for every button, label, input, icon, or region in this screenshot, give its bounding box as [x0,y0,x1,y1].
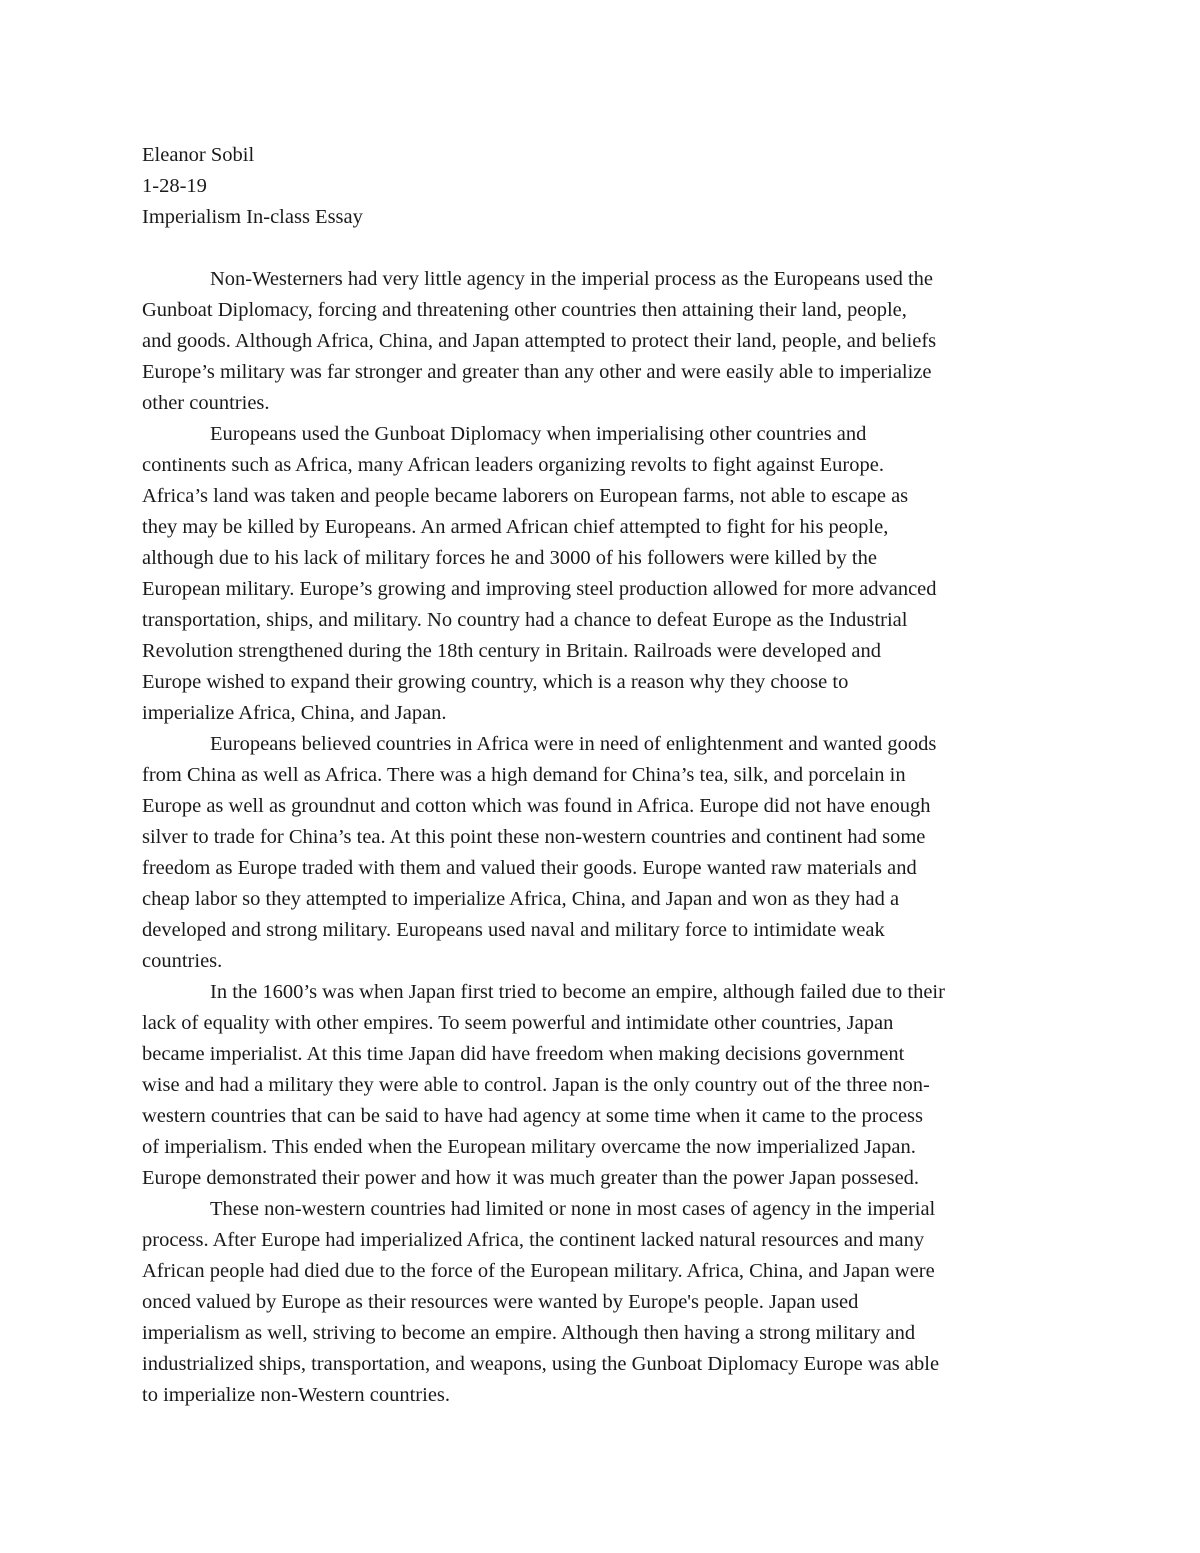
paragraph-line: transportation, ships, and military. No country had a chance to defeat Europe as the Industrial [142,609,908,631]
paragraph-line: Africa’s land was taken and people became laborers on European farms, not able to escape as [142,485,909,507]
paragraph-line: they may be killed by Europeans. An armed African chief attempted to fight for his people, [142,516,889,538]
paragraph-line: onced valued by Europe as their resources were wanted by Europe's people. Japan used [142,1291,859,1313]
paragraph-line: process. After Europe had imperialized Africa, the continent lacked natural resources and many [142,1229,925,1251]
paragraph-line: to imperialize non-Western countries. [142,1384,451,1406]
paragraph [142,264,1072,419]
essay-title: Imperialism In-class Essay [142,206,363,228]
paragraph-line: from China as well as Africa. There was a high demand for China’s tea, silk, and porcelain in [142,764,906,786]
paragraph-line: African people had died due to the force of the European military. Africa, China, and Japan were [142,1260,935,1282]
paragraph-line: cheap labor so they attempted to imperialize Africa, China, and Japan and won as they had a [142,888,900,910]
paragraph-line: Europe’s military was far stronger and greater than any other and were easily able to imperialize [142,361,932,383]
paragraph-line: industrialized ships, transportation, and weapons, using the Gunboat Diplomacy Europe was able [142,1353,940,1375]
paragraph-line: and goods. Although Africa, China, and Japan attempted to protect their land, people, and beliefs [142,330,937,352]
paragraph-line: Europe as well as groundnut and cotton which was found in Africa. Europe did not have enough [142,795,931,817]
essay-body [142,264,1072,1411]
paragraph-line: became imperialist. At this time Japan did have freedom when making decisions government [142,1043,905,1065]
paragraph-line: imperialize Africa, China, and Japan. [142,702,447,724]
paragraph-line: silver to trade for China’s tea. At this point these non-western countries and continent had some [142,826,926,848]
essay-date: 1-28-19 [142,175,207,197]
paragraph-line: Revolution strengthened during the 18th century in Britain. Railroads were developed and [142,640,881,662]
paragraph-line: Non-Westerners had very little agency in the imperial process as the Europeans used the [210,268,934,290]
paragraph [142,419,1072,729]
paragraph-line: continents such as Africa, many African leaders organizing revolts to fight against Europe. [142,454,884,476]
paragraph-line: lack of equality with other empires. To seem powerful and intimidate other countries, Japan [142,1012,894,1034]
paragraph [142,1194,1072,1411]
paragraph-line: wise and had a military they were able to control. Japan is the only country out of the three non- [142,1074,930,1096]
paragraph-line: These non-western countries had limited or none in most cases of agency in the imperial [210,1198,936,1220]
paragraph-line: Europeans believed countries in Africa were in need of enlightenment and wanted goods [210,733,937,755]
paragraph [142,977,1072,1194]
author-name: Eleanor Sobil [142,144,255,166]
blank-line [142,233,1072,264]
paragraph-line: although due to his lack of military forces he and 3000 of his followers were killed by the [142,547,877,569]
paragraph-line: imperialism as well, striving to become an empire. Although then having a strong military and [142,1322,916,1344]
paragraph-line: In the 1600’s was when Japan first tried to become an empire, although failed due to their [210,981,945,1003]
paragraph-line: Europe wished to expand their growing country, which is a reason why they choose to [142,671,849,693]
paragraph-line: Europe demonstrated their power and how it was much greater than the power Japan possesed. [142,1167,920,1189]
paragraph [142,729,1072,977]
paragraph-line: other countries. [142,392,270,414]
paragraph-line: Europeans used the Gunboat Diplomacy when imperialising other countries and [210,423,867,445]
paragraph-line: Gunboat Diplomacy, forcing and threatening other countries then attaining their land, people, [142,299,907,321]
paragraph-line: developed and strong military. Europeans used naval and military force to intimidate weak [142,919,885,941]
paragraph-line: freedom as Europe traded with them and valued their goods. Europe wanted raw materials and [142,857,917,879]
paragraph-line: of imperialism. This ended when the European military overcame the now imperialized Japan. [142,1136,916,1158]
essay-text [142,140,1072,1411]
paragraph-line: countries. [142,950,223,972]
paragraph-line: western countries that can be said to have had agency at some time when it came to the process [142,1105,924,1127]
paragraph-line: European military. Europe’s growing and improving steel production allowed for more advanced [142,578,937,600]
